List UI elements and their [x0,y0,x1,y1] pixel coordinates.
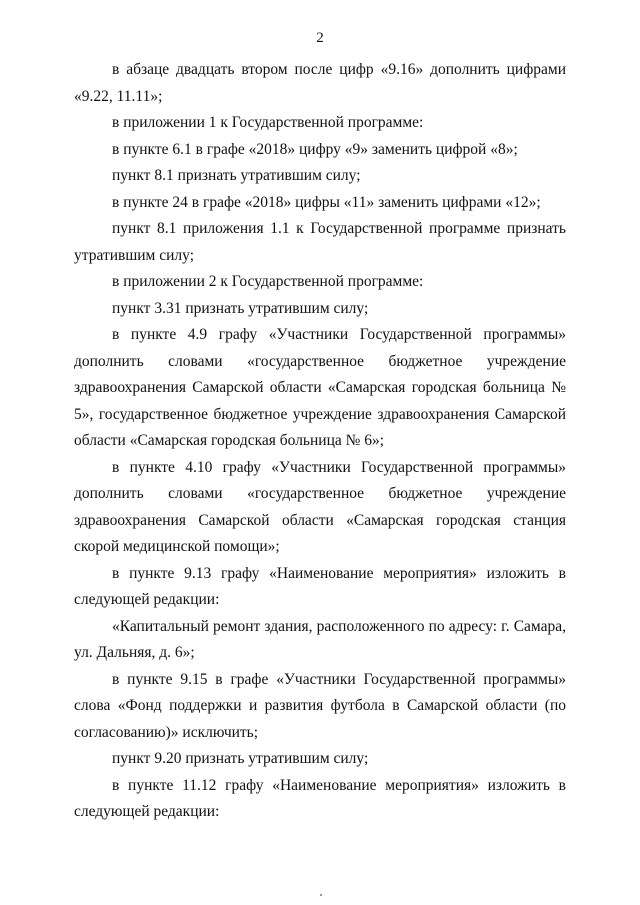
paragraph: в пункте 11.12 графу «Наименование мероприятия» изложить в следующей редакции: [74,776,566,820]
paragraph: в пункте 9.13 графу «Наименование мероприятия» изложить в следующей редакции: [74,564,566,608]
paragraph: в пункте 4.9 графу «Участники Государственной программы» дополнить словами «государственное бюджетное учреждение здравоохранения Самарской области «Самарская городская больница № 5», государственное бюджетное учреждение здравоохранения Самарской области «Самарская городская больница № 6»; [74,326,566,449]
paragraph: в приложении 2 к Государственной программе: [112,273,424,290]
paragraph: пункт 9.20 признать утратившим силу; [112,750,369,767]
page-number: 2 [316,30,324,46]
paragraph: в пункте 6.1 в графе «2018» цифру «9» заменить цифрой «8»; [112,140,518,158]
paragraph: в пункте 24 в графе «2018» цифры «11» заменить цифрами «12»; [112,193,541,211]
document-body [74,57,566,826]
paragraph: пункт 8.1 приложения 1.1 к Государственной программе признать утратившим силу; [74,220,566,264]
paragraph: пункт 3.31 признать утратившим силу; [112,299,369,317]
paragraph: в абзаце двадцать втором после цифр «9.16» дополнить цифрами «9.22, 11.11»; [74,61,566,105]
paragraph: пункт 8.1 признать утратившим силу; [112,167,361,184]
paragraph: в приложении 1 к Государственной программе: [112,114,424,131]
scan-mark [320,894,322,896]
paragraph: в пункте 4.10 графу «Участники Государственной программы» дополнить словами «государственное бюджетное учреждение здравоохранения Самарской области «Самарская городская станция скорой медицинской помощи»; [74,458,566,555]
paragraph: в пункте 9.15 в графе «Участники Государственной программы» слова «Фонд поддержки и развития футбола в Самарской области (по согласованию)» исключить; [74,670,566,741]
paragraph: «Капитальный ремонт здания, расположенного по адресу: г. Самара, ул. Дальняя, д. 6»; [74,617,566,661]
